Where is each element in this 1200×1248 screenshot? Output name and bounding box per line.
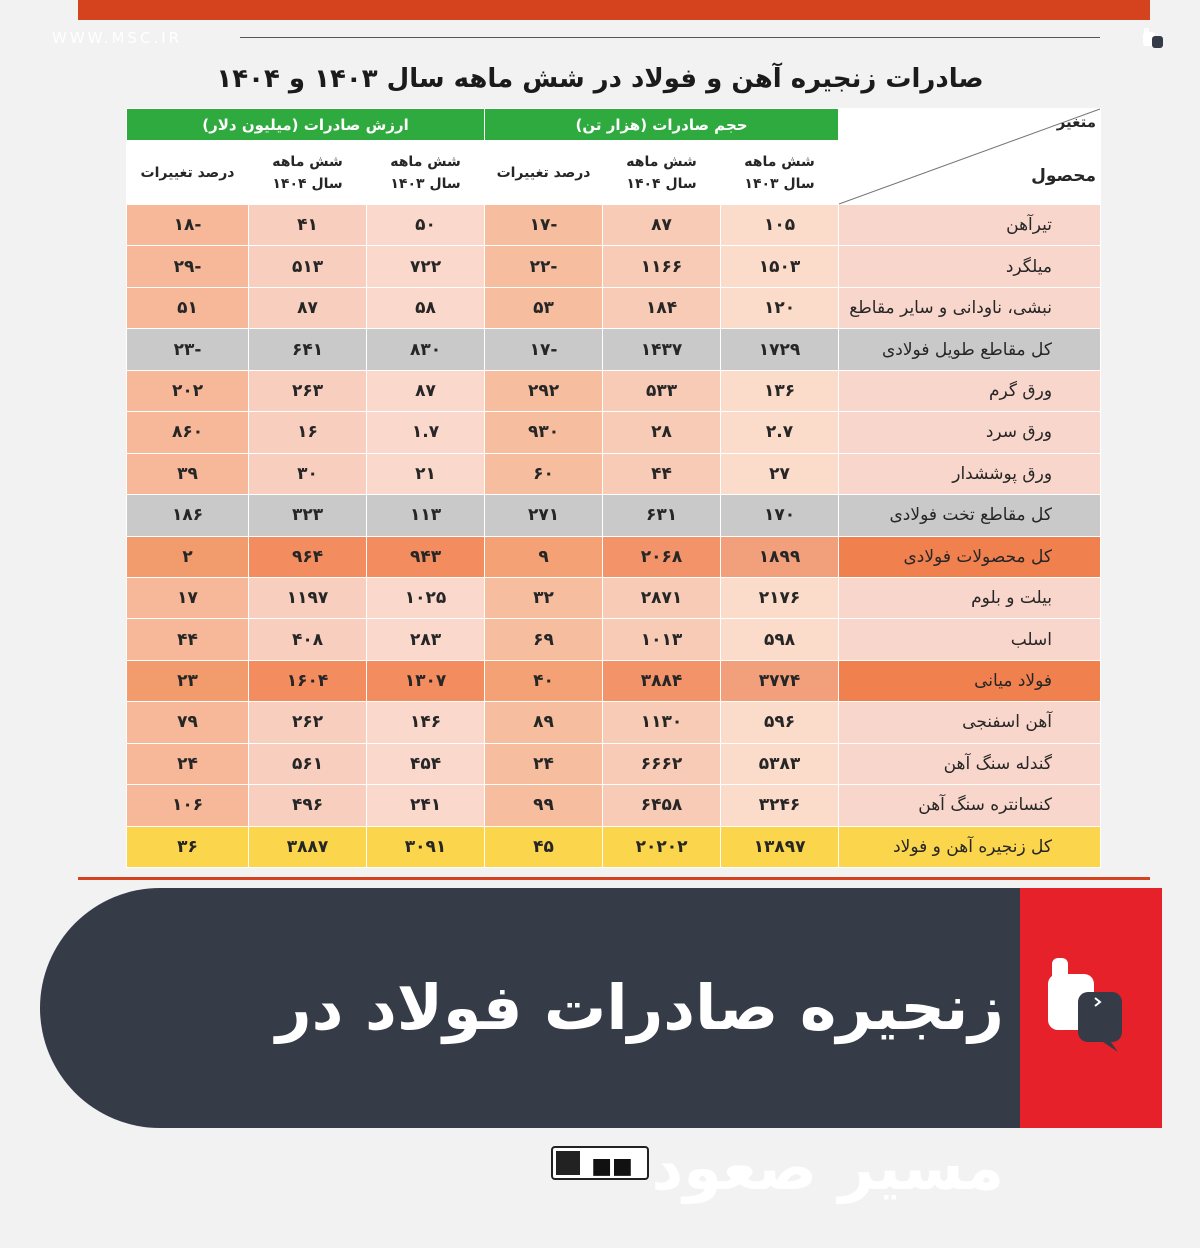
volume-1403-cell: ۲۱۷۶ <box>721 577 839 618</box>
volume-change-cell: ۶۰ <box>485 453 603 494</box>
group-header-value: ارزش صادرات (میلیون دلار) <box>127 109 485 141</box>
volume-change-cell: ۴۰ <box>485 660 603 701</box>
value-1403-cell: ۱۰۲۵ <box>367 577 485 618</box>
volume-1403-cell: ۱۳۸۹۷ <box>721 826 839 867</box>
value-1404-cell: ۲۶۳ <box>249 370 367 411</box>
value-1404-cell: ۳۰ <box>249 453 367 494</box>
volume-change-cell: ۲۷۱ <box>485 495 603 536</box>
headline-banner <box>40 888 1162 1204</box>
volume-1403-cell: ۱۲۰ <box>721 287 839 328</box>
table-row <box>127 536 1101 577</box>
value-1404-cell: ۵۱۳ <box>249 246 367 287</box>
value-1404-cell: ۴۹۶ <box>249 785 367 826</box>
volume-1404-cell: ۵۳۳ <box>603 370 721 411</box>
col-header-volume-1404: شش ماهه سال ۱۴۰۴ <box>603 141 721 205</box>
value-change-cell: ۴۴ <box>127 619 249 660</box>
volume-1403-cell: ۱۸۹۹ <box>721 536 839 577</box>
table-row <box>127 702 1101 743</box>
product-cell: نبشی، ناودانی و سایر مقاطع <box>839 287 1101 328</box>
table-row <box>127 826 1101 867</box>
volume-change-cell: ۹۹ <box>485 785 603 826</box>
volume-1403-cell: ۲.۷ <box>721 412 839 453</box>
volume-1404-cell: ۱۴۳۷ <box>603 329 721 370</box>
corner-label-product: محصول <box>1031 166 1097 186</box>
volume-change-cell: -۱۷ <box>485 329 603 370</box>
value-1403-cell: ۱۴۶ <box>367 702 485 743</box>
volume-change-cell: ۴۵ <box>485 826 603 867</box>
volume-1404-cell: ۱۸۴ <box>603 287 721 328</box>
table-row <box>127 412 1101 453</box>
value-1404-cell: ۴۰۸ <box>249 619 367 660</box>
col-header-value-change: درصد تغییرات <box>127 141 249 205</box>
value-1404-cell: ۲۶۲ <box>249 702 367 743</box>
corner-label-variable: متغیر <box>1056 113 1097 131</box>
table-row <box>127 453 1101 494</box>
brand-logo-icon <box>1142 26 1164 52</box>
volume-1403-cell: ۵۹۸ <box>721 619 839 660</box>
volume-1404-cell: ۲۸ <box>603 412 721 453</box>
table-row <box>127 660 1101 701</box>
volume-change-cell: ۹۳۰ <box>485 412 603 453</box>
table-corner-header <box>839 109 1101 205</box>
value-change-cell: ۲۰۲ <box>127 370 249 411</box>
volume-1404-cell: ۲۰۲۰۲ <box>603 826 721 867</box>
value-1403-cell: ۲۴۱ <box>367 785 485 826</box>
volume-1404-cell: ۱۰۱۳ <box>603 619 721 660</box>
product-cell: میلگرد <box>839 246 1101 287</box>
table-row <box>127 785 1101 826</box>
volume-1403-cell: ۵۹۶ <box>721 702 839 743</box>
value-change-cell: ۳۶ <box>127 826 249 867</box>
value-1404-cell: ۹۶۴ <box>249 536 367 577</box>
value-change-cell: ۱۸۶ <box>127 495 249 536</box>
volume-1403-cell: ۳۷۷۴ <box>721 660 839 701</box>
headline-text: زنجیره صادرات فولاد در مسیر صعود <box>275 971 1004 1204</box>
volume-1404-cell: ۸۷ <box>603 205 721 246</box>
volume-change-cell: ۶۹ <box>485 619 603 660</box>
product-cell: بیلت و بلوم <box>839 577 1101 618</box>
table-row <box>127 205 1101 246</box>
volume-1404-cell: ۱۱۶۶ <box>603 246 721 287</box>
value-1403-cell: ۴۵۴ <box>367 743 485 784</box>
value-change-cell: -۲۳ <box>127 329 249 370</box>
value-change-cell: ۱۰۶ <box>127 785 249 826</box>
volume-change-cell: ۳۲ <box>485 577 603 618</box>
product-cell: کل مقاطع تخت فولادی <box>839 495 1101 536</box>
value-1403-cell: ۵۰ <box>367 205 485 246</box>
volume-1403-cell: ۲۷ <box>721 453 839 494</box>
value-1404-cell: ۱۱۹۷ <box>249 577 367 618</box>
volume-1403-cell: ۱۳۶ <box>721 370 839 411</box>
value-1404-cell: ۱۶۰۴ <box>249 660 367 701</box>
volume-1403-cell: ۳۲۴۶ <box>721 785 839 826</box>
value-change-cell: -۱۸ <box>127 205 249 246</box>
volume-1404-cell: ۶۴۵۸ <box>603 785 721 826</box>
volume-change-cell: ۹ <box>485 536 603 577</box>
volume-1404-cell: ۶۶۶۲ <box>603 743 721 784</box>
product-cell: فولاد میانی <box>839 660 1101 701</box>
value-1403-cell: ۲۱ <box>367 453 485 494</box>
value-1404-cell: ۵۶۱ <box>249 743 367 784</box>
value-1404-cell: ۸۷ <box>249 287 367 328</box>
volume-1403-cell: ۱۷۰ <box>721 495 839 536</box>
site-url: WWW.MSC.IR <box>52 29 183 47</box>
value-1403-cell: ۸۳۰ <box>367 329 485 370</box>
value-1404-cell: ۴۱ <box>249 205 367 246</box>
volume-1403-cell: ۱۰۵ <box>721 205 839 246</box>
value-1403-cell: ۱۳۰۷ <box>367 660 485 701</box>
volume-1404-cell: ۳۸۸۴ <box>603 660 721 701</box>
value-change-cell: ۲۴ <box>127 743 249 784</box>
table-row <box>127 619 1101 660</box>
value-1403-cell: ۱.۷ <box>367 412 485 453</box>
value-1403-cell: ۱۱۳ <box>367 495 485 536</box>
table-row <box>127 495 1101 536</box>
table-bottom-divider <box>78 877 1150 880</box>
value-change-cell: ۲۳ <box>127 660 249 701</box>
product-cell: کنسانتره سنگ آهن <box>839 785 1101 826</box>
volume-1403-cell: ۱۵۰۳ <box>721 246 839 287</box>
table-row <box>127 329 1101 370</box>
value-1403-cell: ۸۷ <box>367 370 485 411</box>
table-row <box>127 287 1101 328</box>
product-cell: کل مقاطع طویل فولادی <box>839 329 1101 370</box>
table-row <box>127 743 1101 784</box>
table-row <box>127 246 1101 287</box>
value-change-cell: ۸۶۰ <box>127 412 249 453</box>
export-table <box>126 108 1101 868</box>
product-cell: ورق سرد <box>839 412 1101 453</box>
value-change-cell: ۳۹ <box>127 453 249 494</box>
volume-1404-cell: ۲۸۷۱ <box>603 577 721 618</box>
volume-change-cell: ۲۹۲ <box>485 370 603 411</box>
value-1404-cell: ۳۸۸۷ <box>249 826 367 867</box>
value-1403-cell: ۳۰۹۱ <box>367 826 485 867</box>
svg-text:■■: ■■ <box>591 1154 633 1179</box>
volume-change-cell: -۱۷ <box>485 205 603 246</box>
value-1403-cell: ۷۲۲ <box>367 246 485 287</box>
publisher-logo-icon <box>550 1143 650 1183</box>
volume-1404-cell: ۲۰۶۸ <box>603 536 721 577</box>
table-row <box>127 577 1101 618</box>
table-row <box>127 370 1101 411</box>
product-cell: کل محصولات فولادی <box>839 536 1101 577</box>
col-header-value-1404: شش ماهه سال ۱۴۰۴ <box>249 141 367 205</box>
value-1404-cell: ۶۴۱ <box>249 329 367 370</box>
col-header-volume-1403: شش ماهه سال ۱۴۰۳ <box>721 141 839 205</box>
brand-logo-icon <box>1044 948 1124 1058</box>
value-change-cell: ۵۱ <box>127 287 249 328</box>
volume-change-cell: ۲۴ <box>485 743 603 784</box>
product-cell: ورق پوششدار <box>839 453 1101 494</box>
product-cell: اسلب <box>839 619 1101 660</box>
value-change-cell: -۲۹ <box>127 246 249 287</box>
col-header-volume-change: درصد تغییرات <box>485 141 603 205</box>
top-accent-bar <box>78 0 1150 20</box>
value-change-cell: ۷۹ <box>127 702 249 743</box>
volume-1403-cell: ۱۷۲۹ <box>721 329 839 370</box>
table-title: صادرات زنجیره آهن و فولاد در شش ماهه سال ۱۴۰۳ و ۱۴۰۴ <box>216 64 984 94</box>
value-1404-cell: ۳۲۳ <box>249 495 367 536</box>
product-cell: آهن اسفنجی <box>839 702 1101 743</box>
volume-1404-cell: ۶۳۱ <box>603 495 721 536</box>
volume-1404-cell: ۴۴ <box>603 453 721 494</box>
col-header-value-1403: شش ماهه سال ۱۴۰۳ <box>367 141 485 205</box>
header-divider <box>240 37 1100 38</box>
group-header-volume: حجم صادرات (هزار تن) <box>485 109 839 141</box>
volume-change-cell: ۵۳ <box>485 287 603 328</box>
value-1403-cell: ۵۸ <box>367 287 485 328</box>
value-1403-cell: ۹۴۳ <box>367 536 485 577</box>
product-cell: تیرآهن <box>839 205 1101 246</box>
product-cell: گندله سنگ آهن <box>839 743 1101 784</box>
value-1404-cell: ۱۶ <box>249 412 367 453</box>
product-cell: کل زنجیره آهن و فولاد <box>839 826 1101 867</box>
volume-change-cell: ۸۹ <box>485 702 603 743</box>
volume-1403-cell: ۵۳۸۳ <box>721 743 839 784</box>
value-change-cell: ۲ <box>127 536 249 577</box>
product-cell: ورق گرم <box>839 370 1101 411</box>
volume-change-cell: -۲۲ <box>485 246 603 287</box>
value-change-cell: ۱۷ <box>127 577 249 618</box>
value-1403-cell: ۲۸۳ <box>367 619 485 660</box>
volume-1404-cell: ۱۱۳۰ <box>603 702 721 743</box>
